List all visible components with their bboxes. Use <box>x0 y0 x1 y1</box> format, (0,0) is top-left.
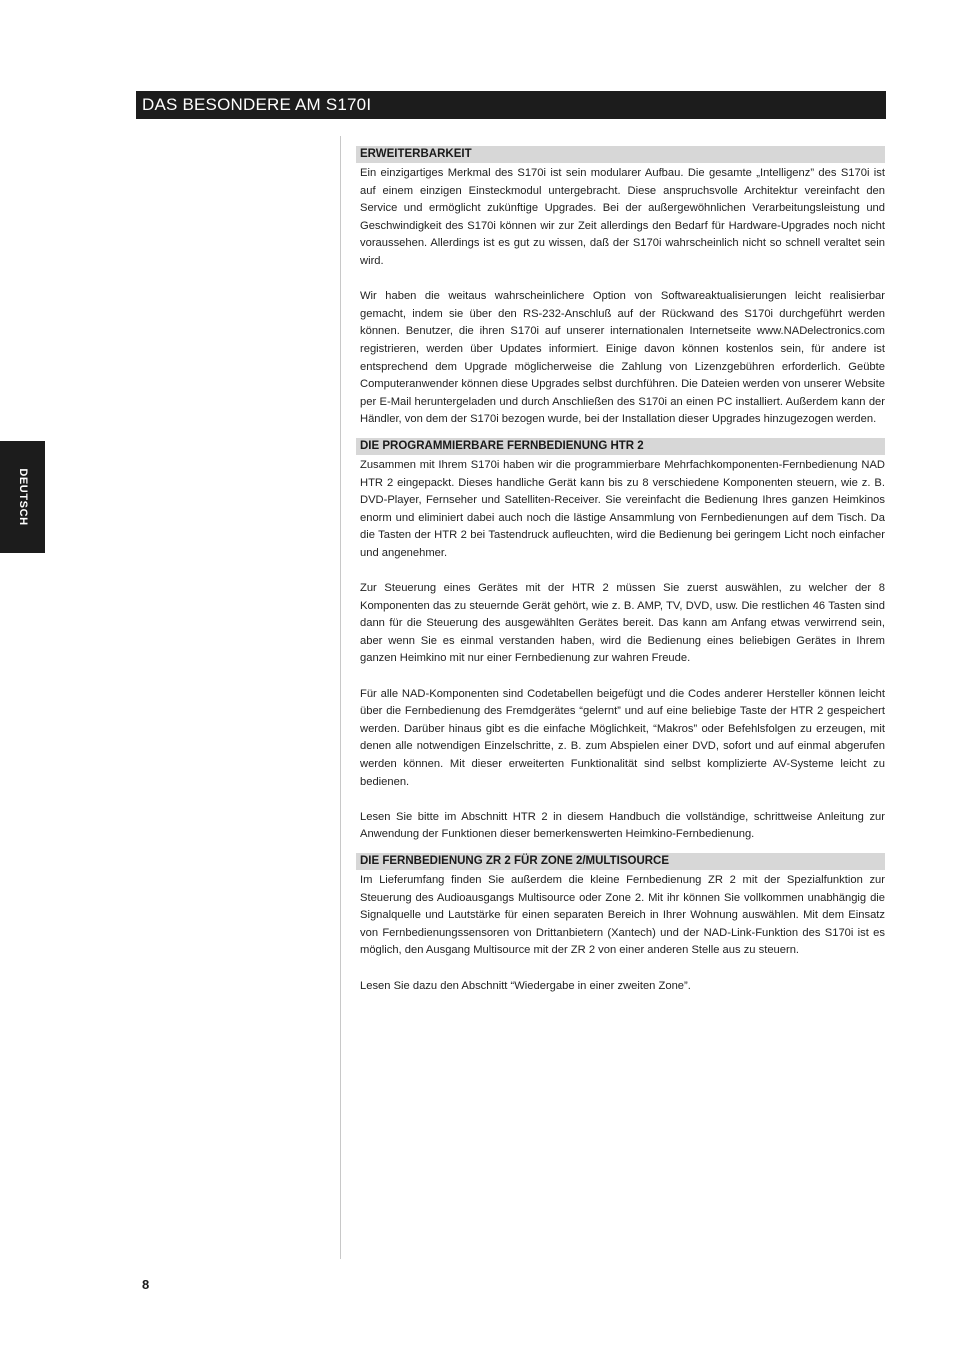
section-heading: DIE FERNBEDIENUNG ZR 2 FÜR ZONE 2/MULTISOURCE <box>356 853 885 870</box>
language-tab-label: DEUTSCH <box>16 468 29 526</box>
section-heading: ERWEITERBARKEIT <box>356 146 885 163</box>
paragraph: Zusammen mit Ihrem S170i haben wir die programmierbare Mehrfachkomponenten-Fernbedienung NAD HTR 2 eingepackt. Dieses handliche Gerät kann bis zu 8 verschiedene Komponenten steuern, wie z. B. DVD-Player, Fernseher und Satelliten-Receiver. Sie vereinfacht die Bedienung Ihres ganzen Heimkinos enorm und eliminiert dabei auch noch die lästige Ansammlung von Fernbedienungen auf dem Tisch. Da die Tasten der HTR 2 bei Tastendruck aufleuchten, wird die Bedienung bei geringem Licht noch einfacher und angenehmer. <box>360 458 885 559</box>
paragraph: Im Lieferumfang finden Sie außerdem die kleine Fernbedienung ZR 2 mit der Spezialfunktion zur Steuerung des Audioausgangs Multisource oder Zone 2. Mit ihr können Sie vollkommen unabhängig die Signalquelle und Lautstärke für einen separaten Bereich in Ihrer Wohnung auswählen. Mit dem Einsatz von Fernbedienungssensoren von Drittanbietern (Xantech) und der NAD-Link-Funktion des S170i ist es möglich, den Ausgang Multisource mit der ZR 2 von einer anderen Stelle aus zu steuern. <box>360 873 885 957</box>
page-title-bar <box>136 91 886 119</box>
paragraph: Zur Steuerung eines Gerätes mit der HTR 2 müssen Sie zuerst auswählen, zu welcher der 8 Komponenten das zu steuernde Gerät gehört, wie z. B. AMP, TV, DVD, usw. Die restlichen 46 Tasten sind dann für die Steuerung des ausgewählten Gerätes bereit. Das kann am Anfang etwas verwirrend sein, aber wenn Sie es einmal verstanden haben, wird die Bedienung eines beliebigen Gerätes in Ihrem ganzen Heimkino mit nur einer Fernbedienung zur wahren Freude. <box>360 582 885 665</box>
paragraph: Für alle NAD-Komponenten sind Codetabellen beigefügt und die Codes anderer Hersteller können leicht über die Fernbedienung des Fremdgerätes “gelernt” und auf eine beliebige Taste der HTR 2 gespeichert werden. Darüber hinaus gibt es die einfache Möglichkeit, “Makros” oder Befehlsfolgen zu erzeugen, mit denen alle notwendigen Einzelschritte, z. B. zum Abspielen einer DVD, sofort und auf einmal abgerufen werden können. Mit dieser erweiterten Funktionalität sind selbst komplizierte AV-Systeme leicht zu bedienen. <box>360 687 885 788</box>
section-fernbedienung-htr2 <box>356 438 885 844</box>
paragraph: Lesen Sie bitte im Abschnitt HTR 2 in diesem Handbuch die vollständige, schrittweise Anleitung zur Anwendung der Funktionen dieser bemerkenswerten Heimkino-Fernbedienung. <box>360 810 885 841</box>
column-divider <box>340 136 341 1259</box>
language-side-tab <box>0 441 45 553</box>
section-fernbedienung-zr2 <box>356 853 885 995</box>
page-number: 8 <box>142 1277 150 1292</box>
paragraph: Ein einzigartiges Merkmal des S170i ist sein modularer Aufbau. Die gesamte „Intelligenz” des S170i ist auf einem einzigen Einsteckmodul untergebracht. Diese anspruchsvolle Architektur vereinfacht den Service und ermöglicht zukünftige Upgrades. Bei der außergewöhnlichen Verarbeitungsleistung und Geschwindigkeit des S170i können wir zur Zeit allerdings den Bedarf für Hardware-Upgrades noch nicht voraussehen. Allerdings ist es gut zu wissen, daß der S170i wahrscheinlich nicht so schnell veraltet sein wird. <box>360 167 885 267</box>
section-heading: DIE PROGRAMMIERBARE FERNBEDIENUNG HTR 2 <box>356 438 885 455</box>
page-title: DAS BESONDERE AM S170I <box>142 95 372 114</box>
paragraph: Lesen Sie dazu den Abschnitt “Wiedergabe in einer zweiten Zone”. <box>360 979 691 992</box>
paragraph: Wir haben die weitaus wahrscheinlichere Option von Softwareaktualisierungen leicht realisierbar gemacht, indem sie über den RS-232-Anschluß auf der Rückwand des S170i durchgeführt werden können. Benutzer, die ihren S170i auf unserer internationalen Internetseite www.NADelectronics.com registrieren, werden über Updates informiert. Einige davon können kostenlos sein, für andere ist entsprechend dem Upgrade möglicherweise die Zahlung von Lizenzgebühren erforderlich. Geübte Computeranwender können diese Upgrades selbst durchführen. Die Dateien werden von unserer Website per E-Mail heruntergeladen und durch Anschließen des S170i an einen PC installiert. Außerdem kann der Händler, von dem der S170i bezogen wurde, bei der Installation dieser Upgrades hinzugezogen werden. <box>360 290 885 426</box>
section-erweiterbarkeit <box>356 146 885 429</box>
main-content <box>356 146 885 1004</box>
